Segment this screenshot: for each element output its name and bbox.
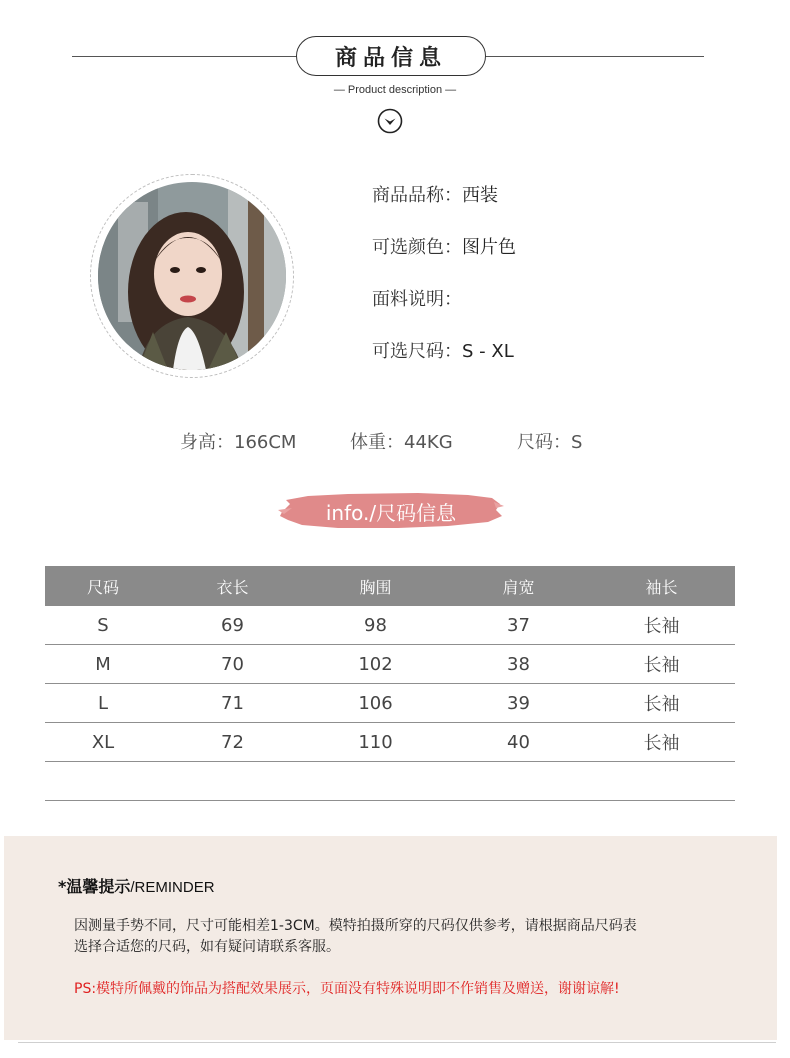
table-row — [45, 645, 735, 684]
product-fabric-label: 面料说明： — [372, 289, 462, 310]
table-cell: 长袖 — [643, 694, 680, 715]
product-name-label: 商品品称： — [372, 185, 462, 206]
table-row — [45, 606, 735, 645]
table-cell: 40 — [507, 731, 530, 753]
table-row-empty — [45, 762, 735, 801]
reminder-title — [58, 874, 215, 897]
reminder-body-line: 因测量手势不同，尺寸可能相差1-3CM。模特拍摄所穿的尺码仅供参考，请根据商品尺码表 — [74, 918, 637, 934]
table-cell: 长袖 — [643, 655, 680, 676]
size-info-banner-text: info./尺码信息 — [325, 500, 457, 525]
model-stats — [0, 428, 790, 456]
product-info-list — [372, 182, 516, 390]
table-cell: 长袖 — [643, 616, 680, 637]
product-fabric-row — [372, 286, 516, 338]
header-cell: 衣长 — [216, 577, 249, 597]
table-cell: 37 — [507, 614, 530, 636]
model-photo — [98, 182, 286, 370]
product-name-value: 西装 — [462, 185, 498, 206]
bottom-rule — [18, 1042, 776, 1043]
header-cell: 肩宽 — [502, 577, 535, 597]
reminder-title-cn: *温馨提示 — [58, 877, 131, 896]
product-size-value: S - XL — [462, 341, 514, 362]
table-row — [45, 684, 735, 723]
reminder-body-line: 选择合适您的尺码，如有疑问请联系客服。 — [74, 939, 340, 955]
table-cell: 39 — [507, 692, 530, 714]
table-cell: 102 — [358, 653, 393, 675]
table-cell: XL — [91, 731, 115, 753]
reminder-title-en: /REMINDER — [130, 879, 215, 896]
table-cell: M — [95, 653, 111, 675]
product-color-label: 可选颜色： — [372, 237, 462, 258]
product-name-row — [372, 182, 516, 234]
product-color-value: 图片色 — [462, 237, 516, 258]
product-size-label: 可选尺码： — [372, 341, 462, 362]
table-cell: S — [97, 614, 109, 636]
table-row — [45, 723, 735, 762]
header-rule-right — [482, 56, 704, 57]
section-title: 商品信息 — [296, 36, 486, 76]
reminder-panel — [4, 836, 777, 1040]
model-weight: 体重：44KG — [350, 432, 453, 453]
reminder-body — [74, 916, 724, 958]
reminder-ps: PS:模特所佩戴的饰品为搭配效果展示，页面没有特殊说明即不作销售及赠送，谢谢谅解! — [74, 981, 620, 997]
model-size: 尺码：S — [517, 432, 583, 453]
header-cell: 尺码 — [86, 577, 119, 597]
section-subtitle: — Product description — — [333, 84, 457, 96]
header-cell: 胸围 — [359, 577, 392, 597]
header-rule-left — [72, 56, 300, 57]
table-cell: 98 — [364, 614, 387, 636]
table-cell: 38 — [507, 653, 530, 675]
table-cell: 长袖 — [643, 733, 680, 754]
table-cell: 71 — [221, 692, 244, 714]
table-cell: 70 — [221, 653, 244, 675]
product-size-row — [372, 338, 516, 390]
chevron-down-circle-icon — [377, 108, 403, 134]
table-cell: 106 — [358, 692, 393, 714]
table-cell: 69 — [221, 614, 244, 636]
product-color-row — [372, 234, 516, 286]
table-cell: 110 — [358, 731, 393, 753]
size-table — [45, 566, 735, 801]
table-cell: L — [97, 692, 109, 714]
table-header — [45, 566, 735, 606]
header-cell: 袖长 — [645, 577, 678, 597]
model-height: 身高：166CM — [180, 432, 297, 453]
table-cell: 72 — [221, 731, 244, 753]
